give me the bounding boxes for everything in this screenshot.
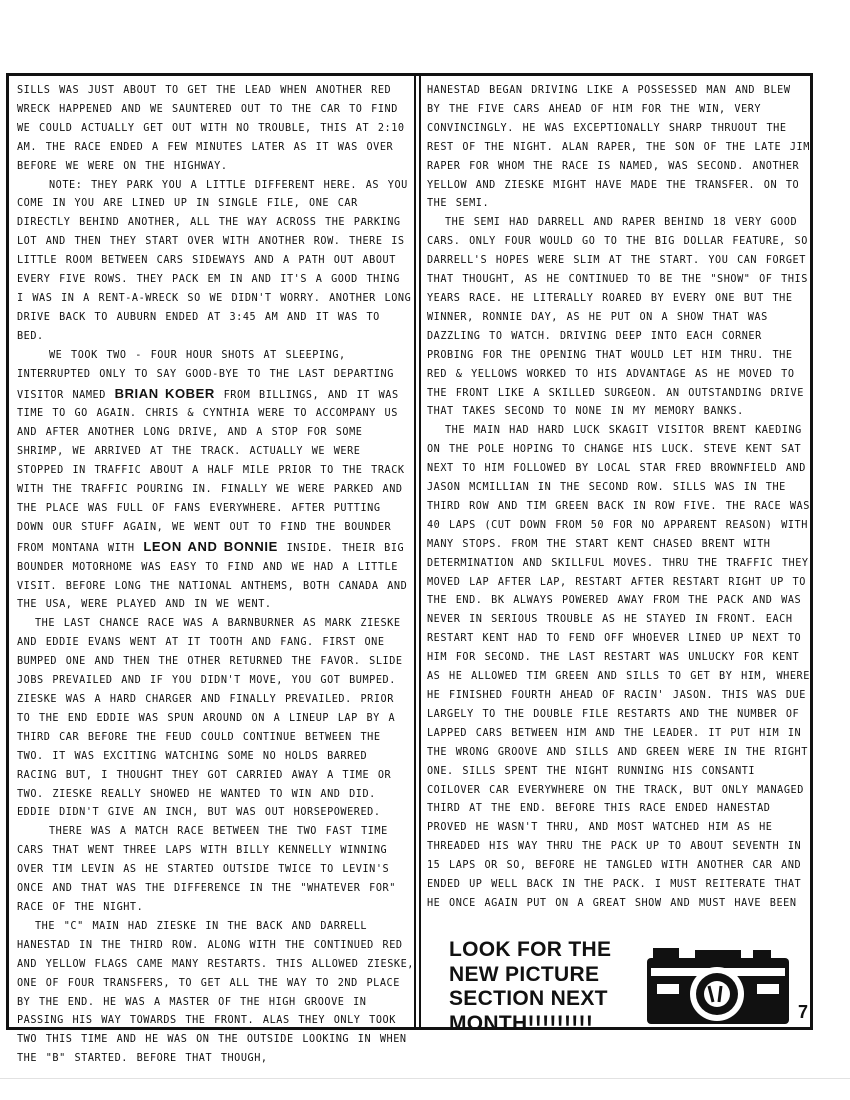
p3-text-b: FROM BILLINGS, AND IT WAS TIME TO GO AGAIN. CHRIS & CYNTHIA WERE TO ACCOMPANY US AND AFTER ANOTHER LONG DRIVE, AND A STOP FOR SOME SHRIMP, WE ARRIVED AT THE TRACK. ACTUALLY WE WERE STOPPED IN TRAFFIC ABOUT A HALF MILE PRIOR TO THE TRACK WITH THE TRAFFIC POURING IN. FINALLY WE WERE PARKED AND THE PLACE WAS FULL OF FANS EVERYWHERE. AFTER PUTTING DOWN OUR STUFF AGAIN, WE WENT OUT TO FIND THE BOUNDER FROM MONTANA WITH: [17, 389, 405, 554]
promo-line-2: NEW PICTURE: [449, 962, 600, 986]
right-column: [419, 76, 810, 1035]
paragraph-r3: THE MAIN HAD HARD LUCK SKAGIT VISITOR BRENT KAEDING ON THE POLE HOPING TO CHANGE HIS LUCK. STEVE KENT SAT NEXT TO HIM FOLLOWED BY LOCAL STAR FRED BROWNFIELD AND JASON MCMILLIAN IN THE SECOND ROW. SILLS WAS IN THE THIRD ROW AND TIM GREEN BACK IN ROW FIVE. THE RACE WAS 40 LAPS (CUT DOWN FROM 50 FOR NO APPARENT REASON) WITH MANY STOPS. FROM THE START KENT CHASED BRENT WITH DETERMINATION AND SKILLFUL MOVES. THRU THE TRAFFIC THEY MOVED LAP AFTER LAP, RESTART AFTER RESTART RIGHT UP TO THE END. BK ALWAYS POWERED AWAY FROM THE PACK AND WAS NEVER IN SERIOUS TROUBLE AS HE STAYED IN FRONT. EACH RESTART KENT HAD TO FEND OFF WHOEVER LINED UP NEXT TO HIM FOR SECOND. THE LAST RESTART WAS UNLUCKY FOR KENT AS HE ALLOWED TIM GREEN AND SILLS TO GET BY HIM, WHERE HE FINISHED FOURTH AHEAD OF RACIN' JASON. THIS WAS DUE LARGELY TO THE DOUBLE FILE RESTARTS AND THE NUMBER OF LAPPED CARS BETWEEN HIM AND THE LEADER. IT PUT HIM IN THE WRONG GROOVE AND SILLS AND GREEN WERE IN THE RIGHT ONE. SILLS SPENT THE NIGHT RUNNING HIS CONSANTI COILOVER CAR EVERYWHERE ON THE TRACK, BUT ONLY MANAGED THIRD AT THE END. BEFORE THIS RACE ENDED HANESTAD PROVED HE WASN'T THRU, AND MOST WATCHED HIM AS HE THREADED HIS WAY THRU THE PACK UP TO ABOUT SEVENTH IN 15 LAPS OR SO, BEFORE HE TANGLED WITH ANOTHER CAR AND ENDED UP WELL BACK IN THE PACK. I MUST REITERATE THAT HE ONCE AGAIN PUT ON A GREAT SHOW AND MUST HAVE BEEN: [427, 425, 810, 909]
visitor-name-brian: BRIAN KOBER: [114, 385, 215, 401]
paragraph-p1: SILLS WAS JUST ABOUT TO GET THE LEAD WHEN ANOTHER RED WRECK HAPPENED AND WE SAUNTERED OUT TO THE CAR TO FIND WE COULD ACTUALLY GET OUT WITH NO TROUBLE, THIS AT 2:10 AM. THE RACE ENDED A FEW MINUTES LATER AS IT WAS OVER BEFORE WE WERE ON THE HIGHWAY.: [17, 85, 405, 172]
picture-section-promo: [449, 938, 629, 1036]
paragraph-p6: THE "C" MAIN HAD ZIESKE IN THE BACK AND DARRELL HANESTAD IN THE THIRD ROW. ALONG WITH THE CONTINUED RED AND YELLOW FLAGS CAME MANY RESTARTS. THIS ALLOWED ZIESKE, ONE OF FOUR TRANSFERS, TO GET ALL THE WAY TO 2ND PLACE BY THE END. HE WAS A MASTER OF THE HIGH GROOVE IN PASSING HIS WAY TOWARDS THE FRONT. ALAS THEY ONLY TOOK TWO THIS TIME AND HE WAS ON THE OUTSIDE LOOKING IN WHEN THE "B" STARTED. BEFORE THAT THOUGH,: [17, 920, 414, 1065]
camera-icon: [643, 944, 793, 1028]
paragraph-r2: THE SEMI HAD DARRELL AND RAPER BEHIND 18 VERY GOOD CARS. ONLY FOUR WOULD GO TO THE BIG DOLLAR FEATURE, SO DARRELL'S HOPES WERE SLIM AT THE START. YOU CAN FORGET THAT THOUGHT, AS HE CONTINUED TO BE THE "SHOW" OF THIS YEARS RACE. HE LITERALLY ROARED BY EVERY ONE BUT THE WINNER, RONNIE DAY, AS HE PUT ON A SHOW THAT WAS DAZZLING TO WATCH. DRIVING DEEP INTO EACH CORNER PROBING FOR THE OPENING THAT WOULD LET HIM THRU. THE RED & YELLOWS WORKED TO HIS ADVANTAGE AS HE MOVED TO THE FRONT LIKE A SKILLED SURGEON. AN OUTSTANDING DRIVE THAT TAKES SECOND TO NONE IN MY MEMORY BANKS.: [427, 217, 808, 418]
page-frame: [6, 73, 813, 1065]
left-column: [9, 76, 416, 1065]
p3-text-c: INSIDE. THEIR BIG BOUNDER MOTORHOME WAS EASY TO FIND AND WE HAD A LITTLE VISIT. BEFORE LONG THE NATIONAL ANTHEMS, BOTH CANADA AND THE USA, WERE PLAYED AND IN WE WENT.: [17, 542, 408, 611]
promo-line-1: LOOK FOR THE: [449, 938, 612, 961]
paragraph-r1: HANESTAD BEGAN DRIVING LIKE A POSSESSED MAN AND BLEW BY THE FIVE CARS AHEAD OF HIM FOR THE WIN, VERY CONVINCINGLY. HE WAS EXCEPTIONALLY SHARP THRUOUT THE REST OF THE NIGHT. ALAN RAPER, THE SON OF THE LATE JIM RAPER FOR WHOM THE RACE IS NAMED, WAS SECOND. ANOTHER YELLOW AND ZIESKE MIGHT HAVE MADE THE TRANSFER. ON TO THE SEMI.: [427, 85, 810, 210]
promo-line-4: MONTH!!!!!!!!!: [449, 1011, 594, 1035]
visitor-name-leon: LEON AND BONNIE: [143, 538, 278, 554]
p3-text-a: WE TOOK TWO - FOUR HOUR SHOTS AT SLEEPING, INTERRUPTED ONLY TO SAY GOOD-BYE TO THE LAST DEPARTING VISITOR NAMED: [17, 349, 394, 401]
scan-edge-line: [0, 1078, 850, 1079]
page-number: 7: [797, 1002, 808, 1022]
paragraph-p4: THE LAST CHANCE RACE WAS A BARNBURNER AS MARK ZIESKE AND EDDIE EVANS WENT AT IT TOOTH AND FANG. FIRST ONE BUMPED ONE AND THEN THE OTHER RETURNED THE FAVOR. SLIDE JOBS PREVAILED AND IF YOU DIDN'T MOVE, YOU GOT BUMPED. ZIESKE WAS A HARD CHARGER AND FINALLY PREVAILED. PRIOR TO THE END EDDIE WAS SPUN AROUND ON A LINEUP LAP BY A THIRD CAR BEFORE THE FEUD COULD CONTINUE BETWEEN THE TWO. IT WAS EXCITING WATCHING SOME NO HOLDS BARRED RACING BUT, I THOUGHT THEY GOT CARRIED AWAY A TIME OR TWO. ZIESKE REALLY SHOWED HE WANTED TO WIN AND DID. EDDIE DIDN'T GIVE AN INCH, BUT WAS OUT HORSEPOWERED.: [17, 618, 403, 819]
promo-line-3: SECTION NEXT: [449, 987, 608, 1010]
paragraph-p3: [17, 347, 414, 616]
paragraph-p5: THERE WAS A MATCH RACE BETWEEN THE TWO FAST TIME CARS THAT WENT THREE LAPS WITH BILLY KENNELLY WINNING OVER TIM LEVIN AS HE STARTED OUTSIDE TWICE TO LEVIN'S ONCE AND THAT WAS THE DIFFERENCE IN THE "WHATEVER FOR" RACE OF THE NIGHT.: [17, 826, 396, 913]
paragraph-p2: NOTE: THEY PARK YOU A LITTLE DIFFERENT HERE. AS YOU COME IN YOU ARE LINED UP IN SINGLE FILE, ONE CAR DIRECTLY BEHIND ANOTHER, ALL THE WAY ACROSS THE PARKING LOT AND THEN THEY START OVER WITH ANOTHER ROW. THERE IS LITTLE ROOM BETWEEN CARS SIDEWAYS AND A PATH OUT ABOUT EVERY FIVE ROWS. THEY PACK EM IN AND IT'S A GOOD THING I WAS IN A RENT-A-WRECK SO WE DIDN'T WORRY. ANOTHER LONG DRIVE BACK TO AUBURN ENDED AT 3:45 AM AND IT WAS TO BED.: [17, 179, 412, 342]
